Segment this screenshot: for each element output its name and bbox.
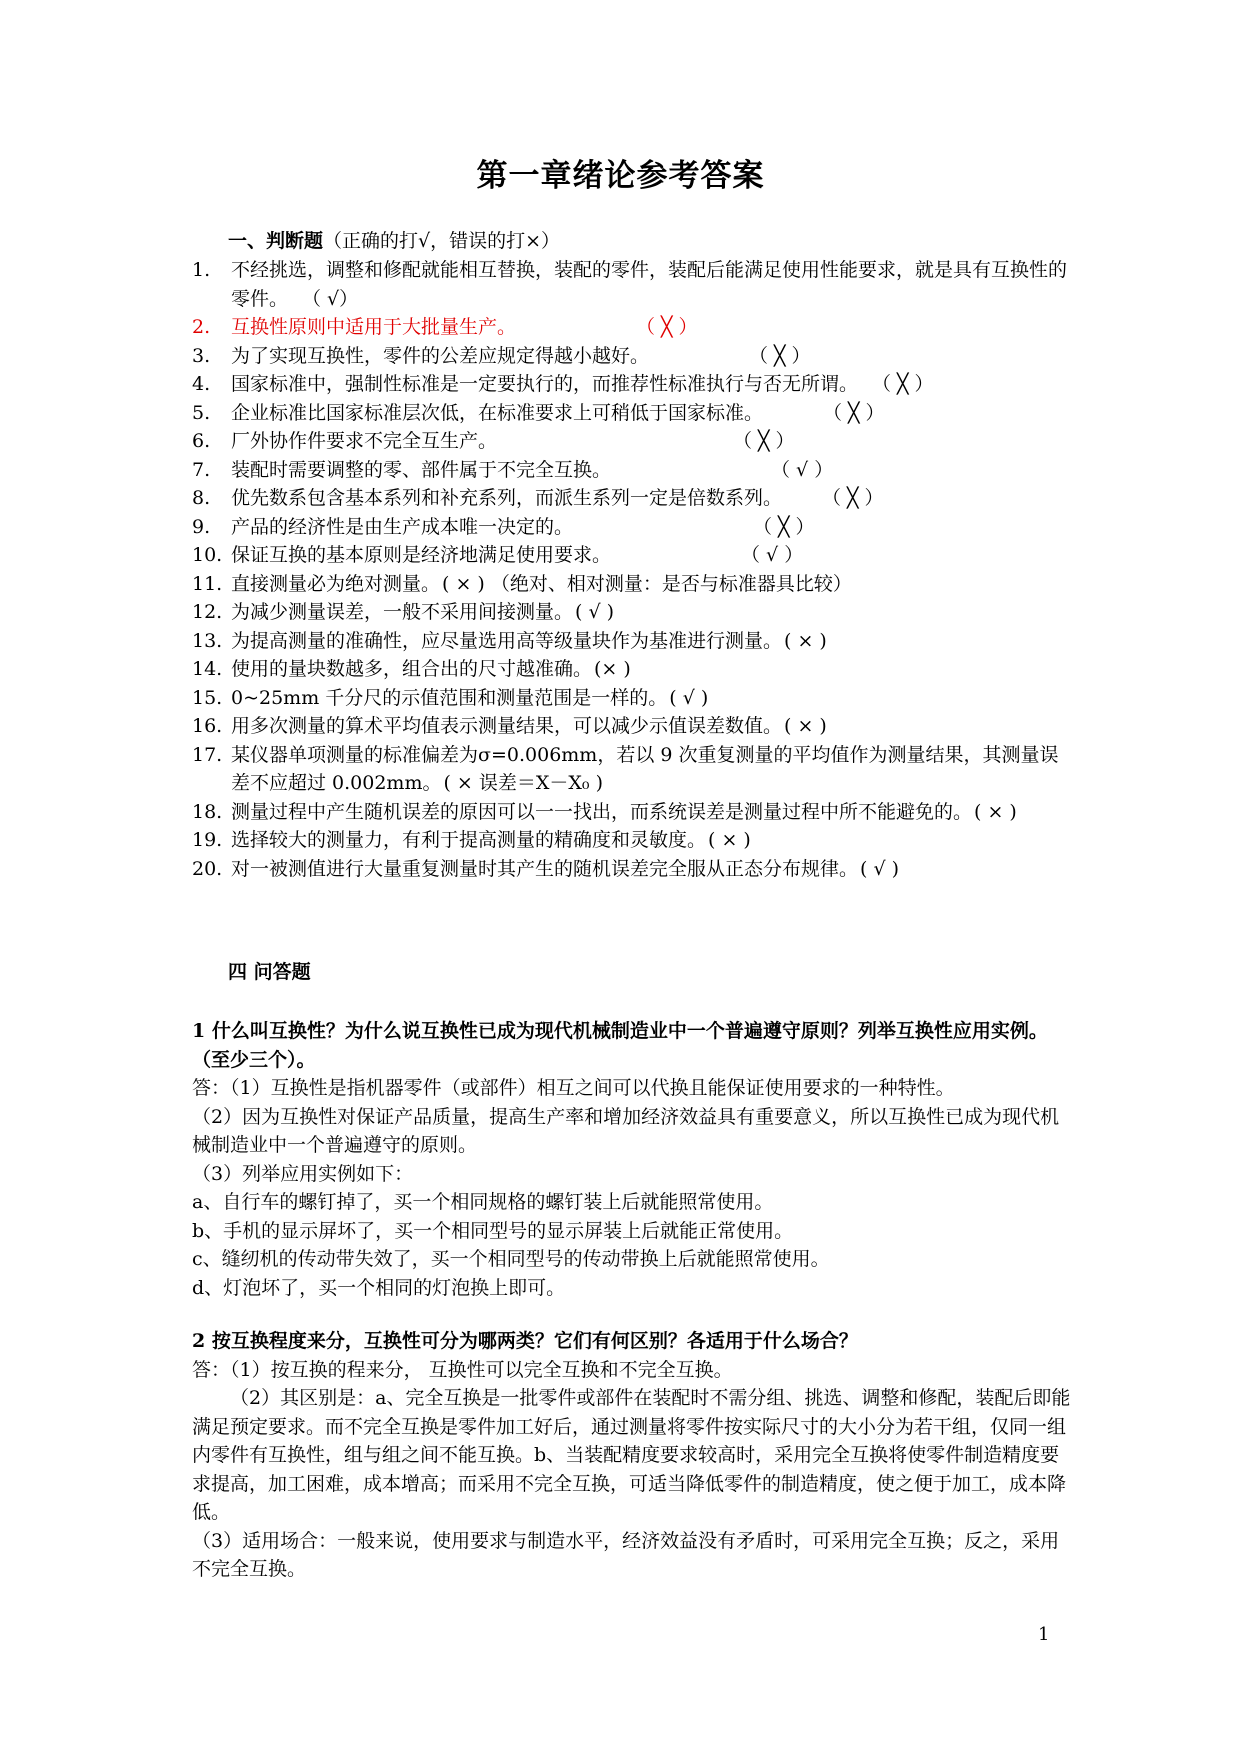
- list-item: [192, 370, 1072, 399]
- item-number: 5.: [192, 401, 211, 424]
- item-number: 19.: [192, 829, 223, 851]
- item-text: 0~25mm 千分尺的示值范围和测量范围是一样的。: [231, 686, 668, 709]
- item-number: 7.: [192, 458, 211, 481]
- item-number: 3.: [192, 344, 211, 367]
- item-text: 对一被测值进行大量重复测量时其产生的随机误差完全服从正态分布规律。: [231, 857, 859, 880]
- item-answer: （ √ ）: [741, 544, 804, 566]
- item-number: 11.: [192, 572, 223, 595]
- list-item: [192, 712, 1072, 741]
- list-item: [192, 456, 1072, 485]
- item-text: 互换性原则中适用于大批量生产。: [231, 316, 517, 338]
- item-number: 15.: [192, 686, 223, 709]
- item-answer: ( × ): [708, 829, 751, 851]
- list-item: [192, 541, 1072, 570]
- list-item: [192, 570, 1072, 599]
- item-number: 12.: [192, 601, 223, 623]
- item-answer: ( × ) （绝对、相对测量：是否与标准器具比较）: [442, 572, 852, 595]
- item-answer: （ √）: [302, 287, 359, 310]
- list-item: [192, 513, 1072, 542]
- answer-1-part-2: （2）因为互换性对保证产品质量，提高生产率和增加经济效益具有重要意义，所以互换性已成为现代机械制造业中一个普遍遵守的原则。: [192, 1105, 1060, 1156]
- item-answer: （ ╳ ）: [733, 430, 795, 452]
- list-item: [192, 855, 1072, 884]
- answer-1-example-c: c、缝纫机的传动带失效了，买一个相同型号的传动带换上后就能照常使用。: [192, 1248, 830, 1270]
- item-answer: （ √ ）: [771, 458, 834, 481]
- item-text: 装配时需要调整的零、部件属于不完全互换。: [231, 458, 612, 481]
- item-answer: （ ╳ ）: [636, 316, 698, 338]
- item-text: 测量过程中产生随机误差的原因可以一一找出，而系统误差是测量过程中所不能避免的。: [231, 800, 973, 823]
- item-number: 9.: [192, 515, 211, 538]
- answer-1-part-1: 答：（1）互换性是指机器零件（或部件）相互之间可以代换且能保证使用要求的一种特性。: [192, 1077, 955, 1099]
- item-number: 14.: [192, 658, 223, 680]
- item-number: 20.: [192, 857, 223, 880]
- item-answer: （ ╳ ）: [753, 515, 815, 538]
- answer-1-example-b: b、手机的显示屏坏了，买一个相同型号的显示屏装上后就能正常使用。: [192, 1219, 794, 1242]
- answer-1-part-3: （3）列举应用实例如下：: [192, 1162, 414, 1185]
- item-number: 18.: [192, 800, 223, 823]
- item-answer: （ ╳ ）: [822, 487, 884, 509]
- item-text: 为提高测量的准确性，应尽量选用高等级量块作为基准进行测量。: [231, 629, 783, 652]
- item-answer: （ ╳ ）: [749, 344, 811, 367]
- item-number: 2.: [192, 316, 211, 338]
- list-item: [192, 598, 1072, 627]
- item-number: 17.: [192, 743, 223, 766]
- question-2-block: [192, 1327, 1074, 1584]
- item-text: 不经挑选，调整和修配就能相互替换，装配的零件，装配后能满足使用性能要求，就是具有互换性的零件。: [231, 259, 1068, 310]
- section-judgment-heading: [228, 227, 560, 255]
- item-answer: （ ╳ ）: [823, 401, 885, 424]
- list-item: [192, 427, 1072, 456]
- item-text: 某仪器单项测量的标准偏差为σ=0.006mm，若以 9 次重复测量的平均值作为测量结果，其测量误差不应超过 0.002mm。: [231, 743, 1059, 794]
- item-number: 1.: [192, 259, 211, 281]
- page-title: 第一章绪论参考答案: [476, 158, 765, 194]
- item-answer: ( √ ): [575, 601, 615, 623]
- list-item: [192, 399, 1072, 428]
- list-item: [192, 313, 1072, 342]
- item-text: 使用的量块数越多，组合出的尺寸越准确。: [231, 658, 593, 680]
- list-item: [192, 798, 1072, 827]
- item-text: 直接测量必为绝对测量。: [231, 572, 441, 595]
- section-heading: 一、判断题: [228, 230, 324, 252]
- item-number: 4.: [192, 373, 211, 395]
- question-1: 1 什么叫互换性？为什么说互换性已成为现代机械制造业中一个普遍遵守原则？列举互换性应用实例。（至少三个）。: [192, 1020, 1048, 1071]
- item-answer: ( √ ): [669, 686, 709, 709]
- item-text: 选择较大的测量力，有利于提高测量的精确度和灵敏度。: [231, 829, 707, 851]
- item-answer: ( × ): [784, 629, 827, 652]
- answer-1-example-d: d、灯泡坏了，买一个相同的灯泡换上即可。: [192, 1276, 566, 1299]
- question-2: 2 按互换程度来分，互换性可分为哪两类？它们有何区别？各适用于什么场合？: [192, 1330, 858, 1352]
- item-answer: ( × 误差＝X－X₀ ): [443, 772, 604, 794]
- item-number: 10.: [192, 544, 223, 566]
- list-item: [192, 256, 1072, 313]
- item-text: 为了实现互换性，零件的公差应规定得越小越好。: [231, 344, 650, 367]
- item-text: 为减少测量误差，一般不采用间接测量。: [231, 601, 574, 623]
- item-text: 厂外协作件要求不完全互生产。: [231, 430, 498, 452]
- list-item: [192, 655, 1072, 684]
- item-number: 16.: [192, 715, 223, 737]
- list-item: [192, 342, 1072, 371]
- answer-2-part-2: （2）其区别是：a、完全互换是一批零件或部件在装配时不需分组、挑选、调整和修配，装配后即能满足预定要求。而不完全互换是零件加工好后，通过测量将零件按实际尺寸的大小分为若干组，仅同一组内零件有互换性，组与组之间不能互换。b、当装配精度要求较高时，采用完全互换将使零件制造精度要求提高，加工困难，成本增高；而采用不完全互换，可适当降低零件的制造精度，使之便于加工，成本降低。: [192, 1387, 1071, 1523]
- item-text: 国家标准中，强制性标准是一定要执行的，而推荐性标准执行与否无所谓。: [231, 373, 859, 395]
- item-text: 优先数系包含基本系列和补充系列，而派生系列一定是倍数系列。: [231, 487, 783, 509]
- item-answer: （ ╳ ）: [872, 373, 934, 395]
- list-item: [192, 684, 1072, 713]
- item-text: 企业标准比国家标准层次低，在标准要求上可稍低于国家标准。: [231, 401, 764, 424]
- list-item: [192, 826, 1072, 855]
- item-number: 6.: [192, 430, 211, 452]
- list-item: [192, 741, 1072, 798]
- item-number: 8.: [192, 487, 211, 509]
- answer-2-part-3: （3）适用场合：一般来说，使用要求与制造水平，经济效益没有矛盾时，可采用完全互换；反之，采用不完全互换。: [192, 1529, 1060, 1580]
- section-qa-heading: 四 问答题: [228, 961, 311, 983]
- page-number: 1: [1038, 1624, 1050, 1645]
- item-answer: ( × ): [784, 715, 827, 737]
- list-item: [192, 627, 1072, 656]
- item-number: 13.: [192, 629, 223, 652]
- answer-2-part-1: 答：（1）按互换的程来分， 互换性可以完全互换和不完全互换。: [192, 1358, 733, 1381]
- item-text: 产品的经济性是由生产成本唯一决定的。: [231, 515, 574, 538]
- section-note: （正确的打√，错误的打×）: [323, 230, 561, 252]
- answer-1-example-a: a、自行车的螺钉掉了，买一个相同规格的螺钉装上后就能照常使用。: [192, 1191, 774, 1213]
- item-text: 保证互换的基本原则是经济地满足使用要求。: [231, 544, 612, 566]
- item-text: 用多次测量的算术平均值表示测量结果，可以减少示值误差数值。: [231, 715, 783, 737]
- item-answer: (× ): [594, 658, 631, 680]
- question-1-block: [192, 1017, 1074, 1302]
- item-answer: ( √ ): [860, 857, 900, 880]
- judgment-list: [192, 256, 1072, 883]
- list-item: [192, 484, 1072, 513]
- item-answer: ( × ): [974, 800, 1017, 823]
